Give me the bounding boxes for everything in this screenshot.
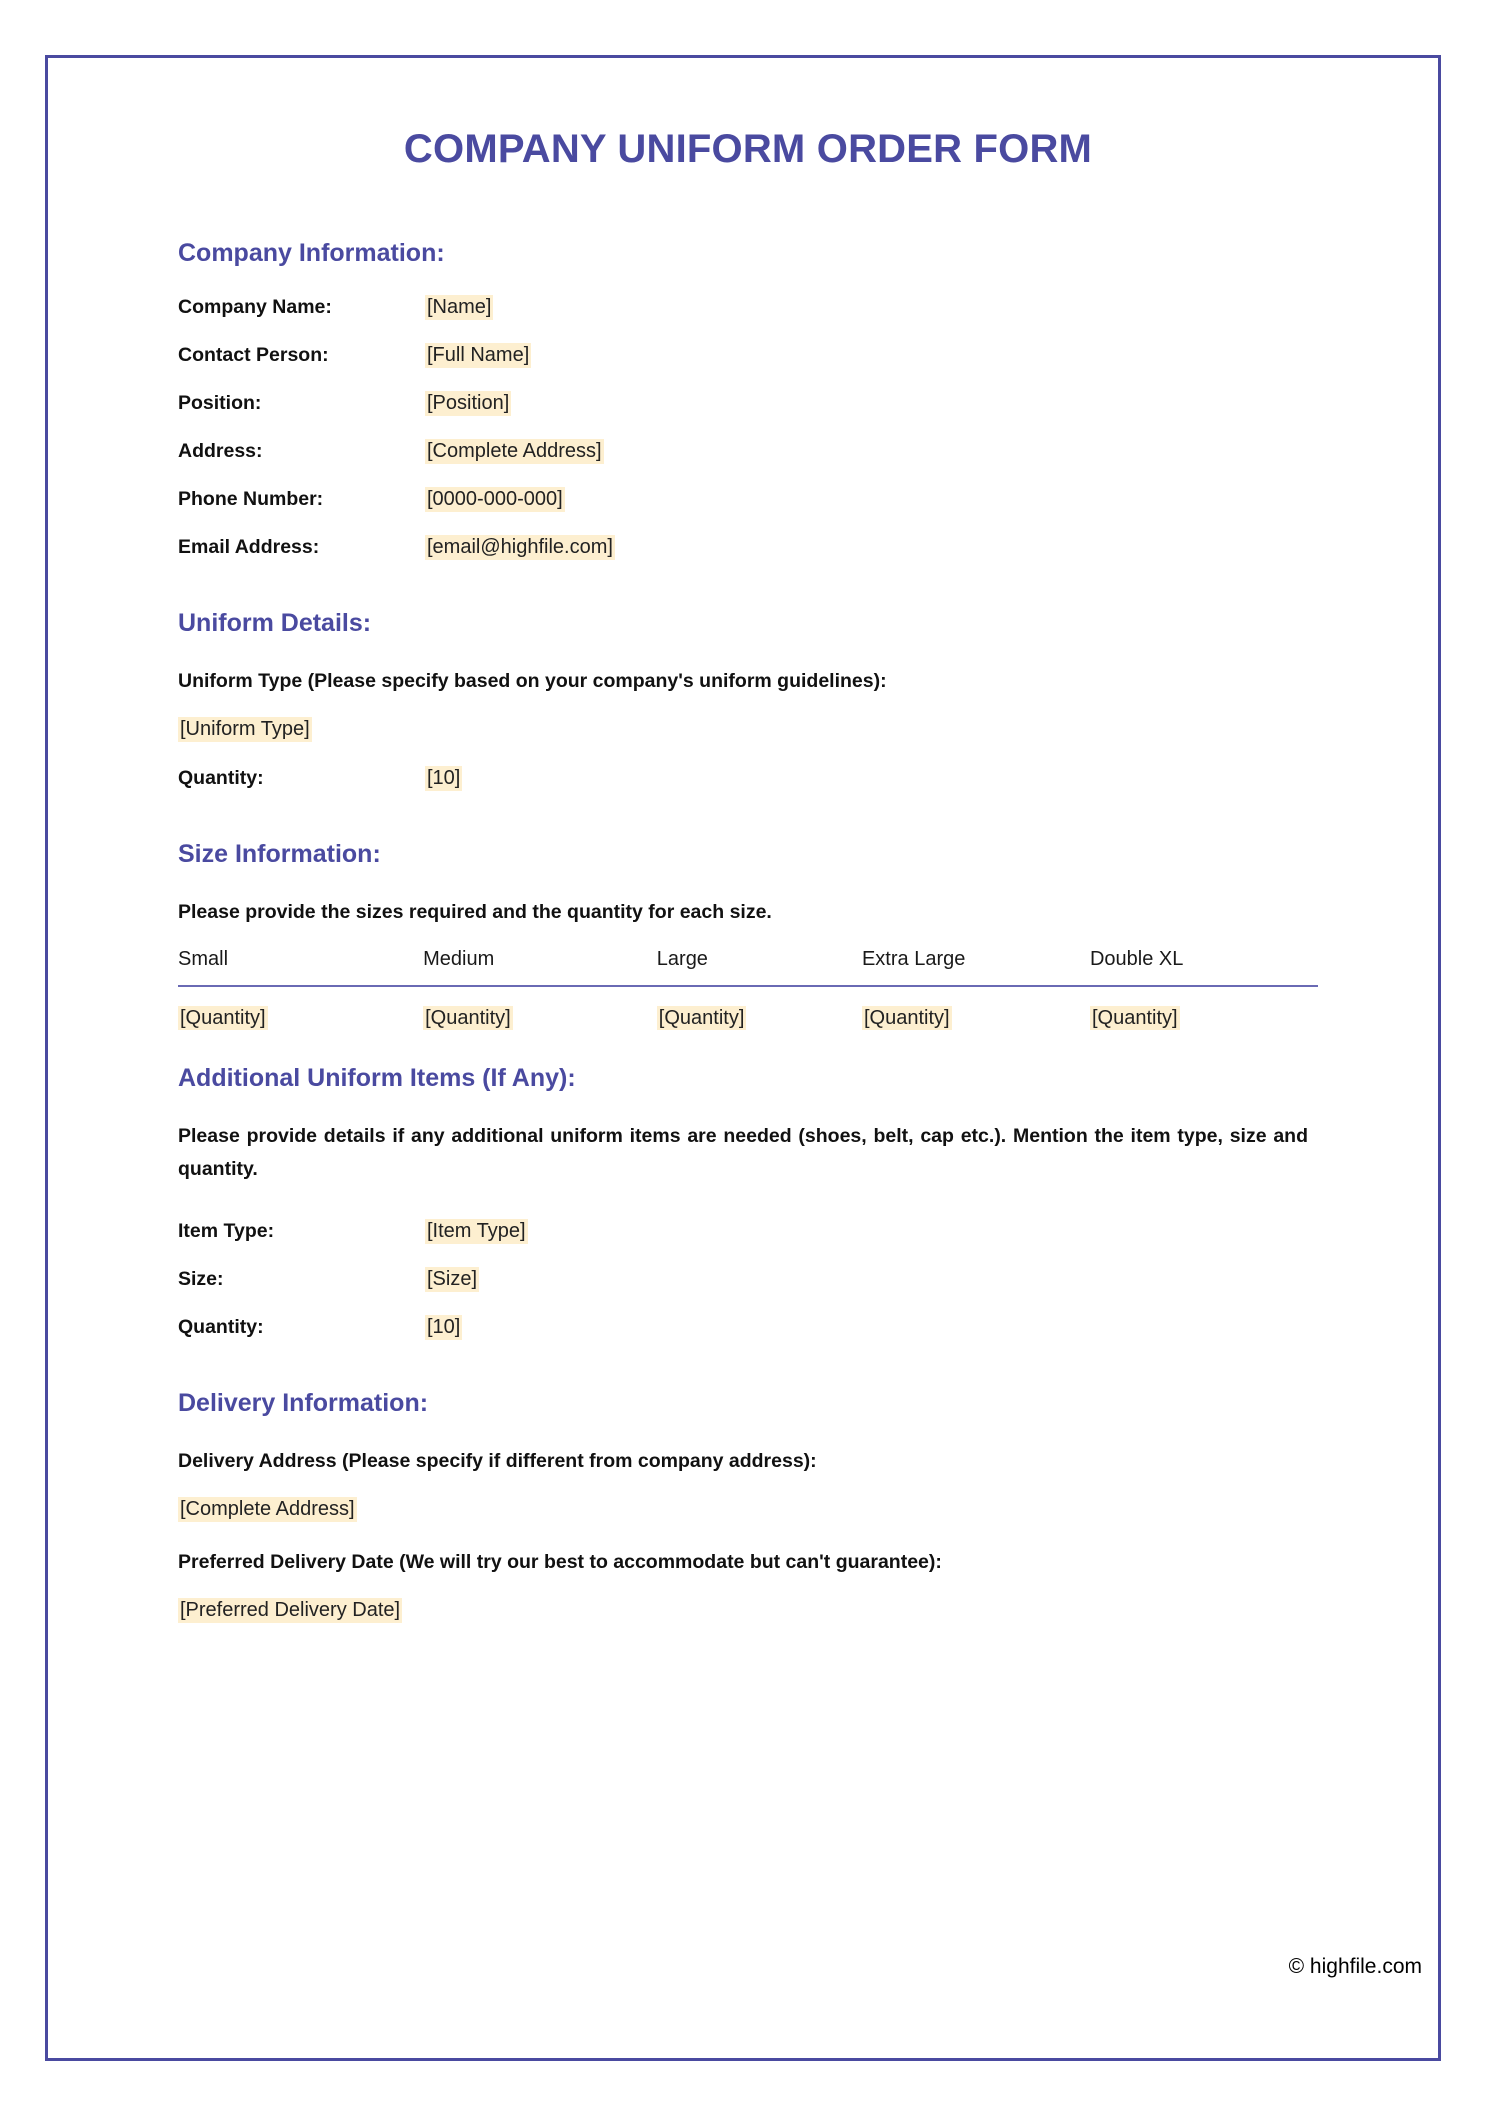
value-item-quantity[interactable]: [10]	[427, 1315, 461, 1338]
page-title: COMPANY UNIFORM ORDER FORM	[403, 127, 1093, 171]
table-header-row	[178, 948, 1318, 986]
field-row-email-address	[178, 535, 1318, 560]
document-content	[178, 127, 1318, 1647]
field-row-item-size	[178, 1267, 1318, 1292]
value-quantity-large[interactable]: [Quantity]	[658, 1007, 745, 1030]
size-quantity-table	[178, 948, 1318, 1030]
cell-quantity-extra-large	[862, 986, 1090, 1030]
section-heading-additional-items: Additional Uniform Items (If Any):	[178, 1064, 576, 1093]
field-row-address	[178, 439, 1318, 464]
prompt-size-information: Please provide the sizes required and the quantity for each size.	[178, 901, 772, 924]
column-header-small: Small	[178, 948, 423, 986]
field-row-uniform-quantity	[178, 766, 1318, 791]
value-item-type[interactable]: [Item Type]	[427, 1219, 526, 1242]
prompt-additional-items: Please provide details if any additional uniform items are needed (shoes, belt, cap etc.). Mention the item type, size and quantity.	[178, 1125, 1308, 1180]
prompt-uniform-type: Uniform Type (Please specify based on your company's uniform guidelines):	[178, 670, 887, 692]
field-row-contact-person	[178, 343, 1318, 368]
footer-copyright: © highfile.com	[1288, 1955, 1422, 1978]
value-uniform-quantity[interactable]: [10]	[427, 767, 461, 790]
cell-quantity-double-xl	[1090, 986, 1318, 1030]
value-position[interactable]: [Position]	[427, 392, 510, 414]
value-quantity-medium[interactable]: [Quantity]	[425, 1007, 511, 1030]
value-contact-person[interactable]: [Full Name]	[427, 344, 530, 366]
value-email-address[interactable]: [email@highfile.com]	[427, 536, 613, 558]
column-header-medium: Medium	[423, 948, 657, 986]
label-item-size: Size:	[178, 1267, 224, 1290]
section-heading-size-information: Size Information:	[178, 840, 381, 869]
value-company-name[interactable]: [Name]	[427, 296, 492, 318]
column-header-extra-large: Extra Large	[862, 948, 1090, 986]
label-address: Address:	[178, 440, 263, 462]
section-heading-delivery-information: Delivery Information:	[178, 1388, 429, 1417]
field-row-position	[178, 391, 1318, 416]
field-row-item-quantity	[178, 1315, 1318, 1340]
table-row	[178, 986, 1318, 1030]
value-uniform-type[interactable]: [Uniform Type]	[180, 718, 310, 741]
label-email-address: Email Address:	[178, 536, 320, 558]
label-item-type: Item Type:	[178, 1219, 275, 1242]
cell-quantity-large	[657, 986, 862, 1030]
section-heading-company-information: Company Information:	[178, 239, 445, 267]
label-item-quantity: Quantity:	[178, 1315, 264, 1338]
label-contact-person: Contact Person:	[178, 344, 329, 366]
field-row-phone-number	[178, 487, 1318, 512]
value-preferred-delivery-date[interactable]: [Preferred Delivery Date]	[180, 1599, 401, 1622]
value-quantity-extra-large[interactable]: [Quantity]	[863, 1007, 950, 1030]
prompt-preferred-delivery-date: Preferred Delivery Date (We will try our best to accommodate but can't guarantee):	[178, 1550, 942, 1573]
value-quantity-small[interactable]: [Quantity]	[180, 1007, 266, 1030]
value-phone-number[interactable]: [0000-000-000]	[427, 488, 563, 510]
cell-quantity-small	[178, 986, 423, 1030]
value-item-size[interactable]: [Size]	[427, 1267, 478, 1290]
column-header-large: Large	[657, 948, 862, 986]
field-row-company-name	[178, 295, 1318, 320]
value-address[interactable]: [Complete Address]	[427, 440, 602, 462]
prompt-delivery-address: Delivery Address (Please specify if different from company address):	[178, 1449, 817, 1472]
label-uniform-quantity: Quantity:	[178, 767, 264, 790]
label-phone-number: Phone Number:	[178, 488, 324, 510]
field-row-item-type	[178, 1219, 1318, 1244]
value-quantity-double-xl[interactable]: [Quantity]	[1091, 1007, 1178, 1030]
section-heading-uniform-details: Uniform Details:	[178, 609, 372, 637]
cell-quantity-medium	[423, 986, 657, 1030]
column-header-double-xl: Double XL	[1090, 948, 1318, 986]
label-position: Position:	[178, 392, 262, 414]
value-delivery-address[interactable]: [Complete Address]	[180, 1497, 355, 1520]
label-company-name: Company Name:	[178, 296, 332, 318]
